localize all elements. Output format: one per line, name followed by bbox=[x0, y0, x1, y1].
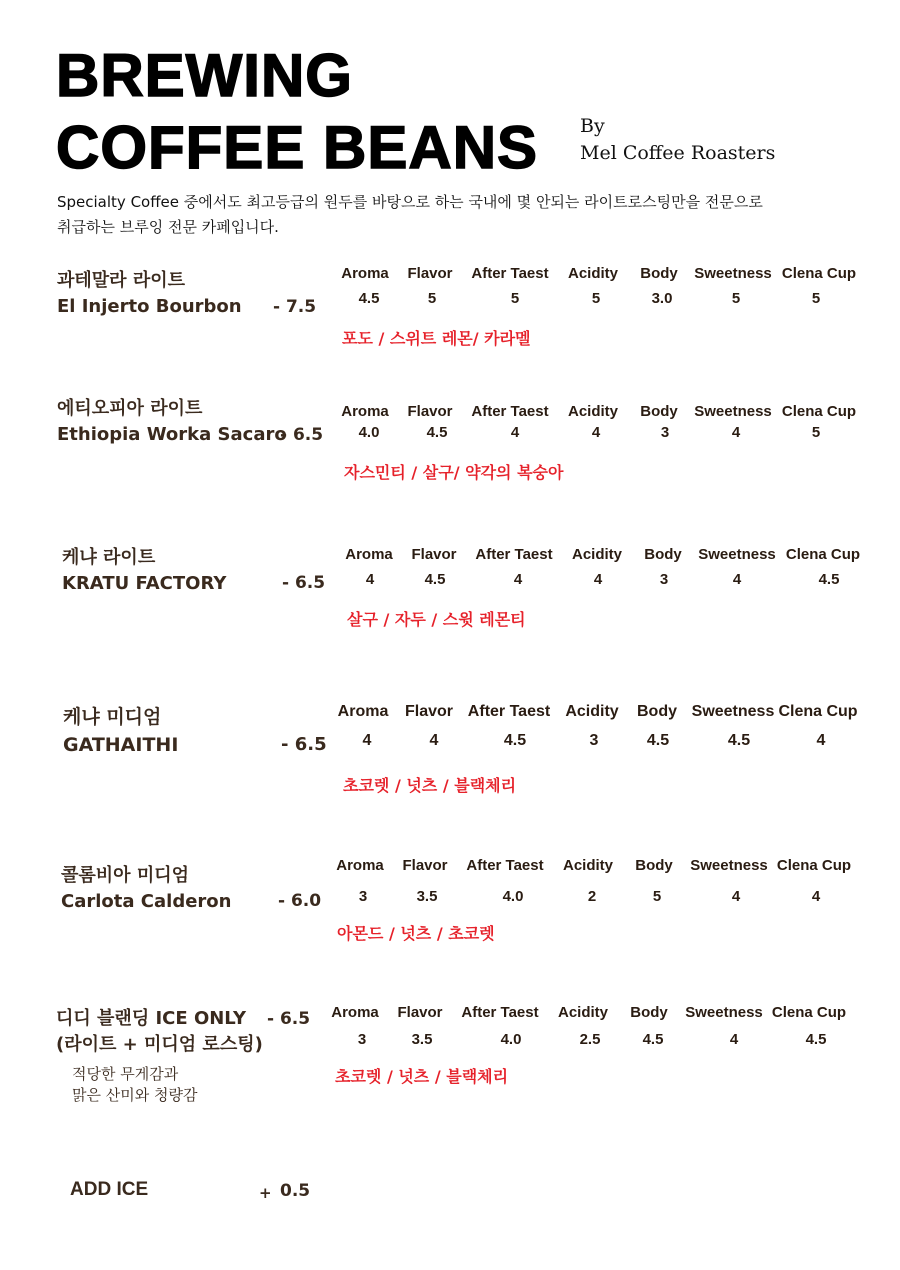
attr-header-flavor: Flavor bbox=[411, 546, 457, 563]
attr-header-aroma: Aroma bbox=[331, 1004, 379, 1021]
score-acidity: 4 bbox=[591, 424, 601, 441]
bean-description-line-2: 맑은 산미와 청량감 bbox=[72, 1086, 198, 1104]
byline-roaster: Mel Coffee Roasters bbox=[580, 142, 776, 164]
bean-price: - 6.5 bbox=[281, 734, 327, 755]
score-after-taste: 4.5 bbox=[503, 732, 527, 749]
attr-header-clean-cup: Clena Cup bbox=[781, 265, 857, 282]
bean-name bbox=[61, 863, 231, 915]
attr-header-aroma: Aroma bbox=[341, 403, 389, 420]
flavor-notes: 살구 / 자두 / 스윗 레몬티 bbox=[347, 610, 526, 629]
attr-header-clean-cup: Clena Cup bbox=[778, 703, 858, 720]
bean-price: - 7.5 bbox=[273, 297, 317, 317]
attr-header-acidity: Acidity bbox=[565, 703, 619, 720]
attr-header-aroma: Aroma bbox=[336, 857, 384, 874]
score-after-taste: 4 bbox=[510, 424, 520, 441]
bean-name bbox=[56, 1006, 263, 1058]
flavor-notes: 자스민티 / 살구/ 약각의 복숭아 bbox=[344, 463, 564, 482]
score-acidity: 5 bbox=[591, 290, 601, 307]
attr-header-body: Body bbox=[640, 403, 678, 420]
add-ice-label: ADD ICE bbox=[70, 1179, 149, 1200]
bean-name-ko: 케냐 라이트 bbox=[62, 547, 156, 568]
bean-name-en: (라이트 + 미디엄 로스팅) bbox=[56, 1034, 263, 1055]
score-after-taste: 4 bbox=[513, 571, 523, 588]
attr-header-body: Body bbox=[637, 703, 677, 720]
attr-header-sweetness: Sweetness bbox=[691, 703, 775, 720]
score-aroma: 3 bbox=[358, 888, 368, 905]
score-aroma: 4 bbox=[362, 732, 372, 749]
attr-header-after-taste: After Taest bbox=[475, 546, 553, 563]
score-after-taste: 4.0 bbox=[500, 1031, 522, 1048]
bean-name-ko: 콜롬비아 미디엄 bbox=[61, 865, 189, 886]
score-clean-cup: 5 bbox=[811, 290, 821, 307]
attr-header-body: Body bbox=[644, 546, 682, 563]
score-aroma: 4.5 bbox=[358, 290, 380, 307]
attr-header-after-taste: After Taest bbox=[467, 703, 551, 720]
attr-header-acidity: Acidity bbox=[557, 1004, 609, 1021]
roaster-byline bbox=[580, 113, 775, 167]
bean-name bbox=[63, 703, 178, 759]
attr-header-sweetness: Sweetness bbox=[685, 1004, 763, 1021]
score-body: 4.5 bbox=[642, 1031, 664, 1048]
score-aroma: 3 bbox=[357, 1031, 367, 1048]
attr-header-sweetness: Sweetness bbox=[694, 403, 772, 420]
flavor-notes: 초코렛 / 넛츠 / 블랙체리 bbox=[343, 776, 517, 795]
bean-name-en: Ethiopia Worka Sacaro bbox=[57, 424, 287, 445]
score-sweetness: 4 bbox=[732, 571, 742, 588]
bean-price: - 6.5 bbox=[282, 573, 326, 593]
attr-header-after-taste: After Taest bbox=[466, 857, 544, 874]
attr-header-body: Body bbox=[640, 265, 678, 282]
add-ice-price: 0.5 bbox=[280, 1181, 311, 1201]
score-acidity: 3 bbox=[589, 732, 599, 749]
attr-header-acidity: Acidity bbox=[571, 546, 623, 563]
score-acidity: 2.5 bbox=[579, 1031, 601, 1048]
attr-header-flavor: Flavor bbox=[397, 1004, 443, 1021]
bean-name-en: GATHAITHI bbox=[63, 734, 179, 756]
score-clean-cup: 5 bbox=[811, 424, 821, 441]
score-acidity: 4 bbox=[593, 571, 603, 588]
attr-header-sweetness: Sweetness bbox=[694, 265, 772, 282]
intro-line-1: Specialty Coffee 중에서도 최고등급의 원두를 바탕으로 하는 국내에 몇 안되는 라이트로스팅만을 전문으로 bbox=[57, 193, 763, 211]
bean-name-ko: 디디 블랜딩 ICE ONLY bbox=[56, 1008, 247, 1029]
bean-price: - 6.5 bbox=[280, 425, 324, 445]
score-flavor: 5 bbox=[427, 290, 437, 307]
attr-header-after-taste: After Taest bbox=[461, 1004, 539, 1021]
score-flavor: 4.5 bbox=[424, 571, 446, 588]
title-line-1: BREWING bbox=[56, 42, 353, 109]
score-after-taste: 5 bbox=[510, 290, 520, 307]
score-clean-cup: 4.5 bbox=[818, 571, 840, 588]
bean-price: - 6.0 bbox=[278, 891, 322, 911]
bean-name-ko: 과테말라 라이트 bbox=[57, 270, 185, 291]
score-clean-cup: 4 bbox=[816, 732, 826, 749]
add-ice-plus: + bbox=[259, 1184, 272, 1202]
attr-header-flavor: Flavor bbox=[404, 703, 454, 720]
intro-line-2: 취급하는 브루잉 전문 카페입니다. bbox=[57, 218, 279, 236]
flavor-notes: 초코렛 / 넛츠 / 블랙체리 bbox=[335, 1067, 509, 1086]
bean-name bbox=[57, 396, 287, 448]
score-flavor: 4.5 bbox=[426, 424, 448, 441]
attr-header-flavor: Flavor bbox=[407, 265, 453, 282]
attr-header-clean-cup: Clena Cup bbox=[771, 1004, 847, 1021]
score-flavor: 3.5 bbox=[411, 1031, 433, 1048]
attr-header-acidity: Acidity bbox=[562, 857, 614, 874]
attr-header-acidity: Acidity bbox=[567, 265, 619, 282]
attr-header-clean-cup: Clena Cup bbox=[785, 546, 861, 563]
score-sweetness: 4 bbox=[729, 1031, 739, 1048]
attr-header-clean-cup: Clena Cup bbox=[781, 403, 857, 420]
intro-text bbox=[57, 190, 857, 240]
score-body: 3 bbox=[660, 424, 670, 441]
score-body: 3 bbox=[659, 571, 669, 588]
bean-name-en: El Injerto Bourbon bbox=[57, 296, 242, 317]
score-sweetness: 4 bbox=[731, 424, 741, 441]
attr-header-after-taste: After Taest bbox=[471, 403, 549, 420]
score-sweetness: 4 bbox=[731, 888, 741, 905]
bean-description-line-1: 적당한 무게감과 bbox=[72, 1065, 179, 1083]
score-after-taste: 4.0 bbox=[502, 888, 524, 905]
score-flavor: 4 bbox=[429, 732, 439, 749]
score-body: 5 bbox=[652, 888, 662, 905]
score-body: 4.5 bbox=[646, 732, 670, 749]
bean-price: - 6.5 bbox=[267, 1009, 311, 1029]
byline-by: By bbox=[580, 115, 605, 137]
bean-name-ko: 에티오피아 라이트 bbox=[57, 398, 203, 419]
page-title bbox=[56, 40, 538, 184]
title-line-2: COFFEE BEANS bbox=[56, 114, 539, 181]
flavor-notes: 아몬드 / 넛츠 / 초코렛 bbox=[337, 924, 495, 943]
score-clean-cup: 4.5 bbox=[805, 1031, 827, 1048]
attr-header-clean-cup: Clena Cup bbox=[776, 857, 852, 874]
attr-header-sweetness: Sweetness bbox=[698, 546, 776, 563]
attr-header-sweetness: Sweetness bbox=[690, 857, 768, 874]
score-sweetness: 5 bbox=[731, 290, 741, 307]
attr-header-flavor: Flavor bbox=[402, 857, 448, 874]
bean-description bbox=[72, 1064, 197, 1106]
score-sweetness: 4.5 bbox=[727, 732, 751, 749]
score-acidity: 2 bbox=[587, 888, 597, 905]
score-aroma: 4.0 bbox=[358, 424, 380, 441]
attr-header-after-taste: After Taest bbox=[471, 265, 549, 282]
score-clean-cup: 4 bbox=[811, 888, 821, 905]
score-flavor: 3.5 bbox=[416, 888, 438, 905]
bean-name-en: KRATU FACTORY bbox=[62, 573, 227, 594]
attr-header-aroma: Aroma bbox=[337, 703, 389, 720]
attr-header-flavor: Flavor bbox=[407, 403, 453, 420]
bean-name-en: Carlota Calderon bbox=[61, 891, 232, 912]
attr-header-aroma: Aroma bbox=[345, 546, 393, 563]
score-aroma: 4 bbox=[365, 571, 375, 588]
bean-name bbox=[62, 545, 226, 597]
attr-header-body: Body bbox=[635, 857, 673, 874]
attr-header-acidity: Acidity bbox=[567, 403, 619, 420]
bean-name-ko: 케냐 미디엄 bbox=[63, 706, 162, 728]
attr-header-aroma: Aroma bbox=[341, 265, 389, 282]
score-body: 3.0 bbox=[651, 290, 673, 307]
flavor-notes: 포도 / 스위트 레몬/ 카라멜 bbox=[342, 329, 531, 348]
attr-header-body: Body bbox=[630, 1004, 668, 1021]
bean-name bbox=[57, 268, 242, 320]
